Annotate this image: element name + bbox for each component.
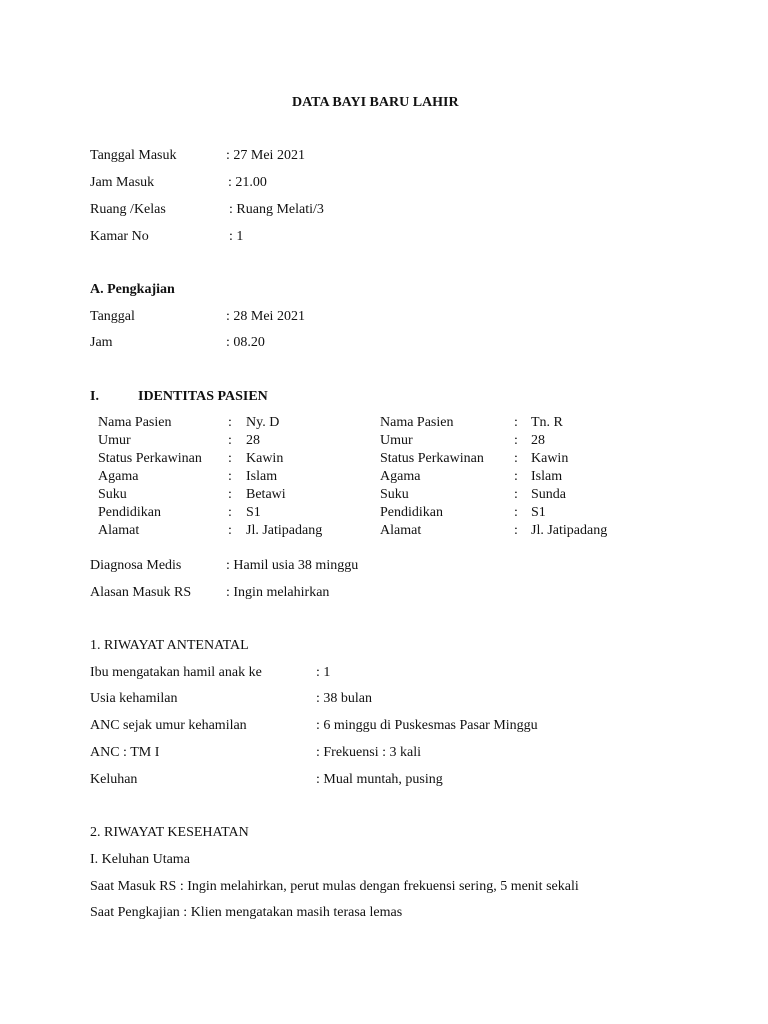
mother-marital-value: Kawin — [246, 451, 284, 466]
colon: : — [228, 469, 232, 484]
mother-age-label: Umur — [98, 433, 131, 448]
antenatal-heading: 1. RIWAYAT ANTENATAL — [90, 638, 249, 653]
admission-date-value: : 27 Mei 2021 — [226, 148, 305, 163]
antenatal-child-value: : 1 — [316, 665, 331, 680]
colon: : — [228, 487, 232, 502]
father-religion-value: Islam — [531, 469, 563, 484]
colon: : — [514, 469, 518, 484]
identity-heading: IDENTITAS PASIEN — [138, 389, 268, 404]
anc-start-value: : 6 minggu di Puskesmas Pasar Minggu — [316, 718, 538, 733]
diagnosis-label: Diagnosa Medis — [90, 558, 182, 573]
colon: : — [514, 415, 518, 430]
room-class-label: Ruang /Kelas — [90, 202, 166, 217]
colon: : — [228, 451, 232, 466]
anc-tm1-label: ANC : TM I — [90, 745, 160, 760]
colon: : — [228, 415, 232, 430]
colon: : — [228, 433, 232, 448]
identity-number: I. — [90, 389, 99, 404]
anc-tm1-value: : Frekuensi : 3 kali — [316, 745, 421, 760]
mother-religion-value: Islam — [246, 469, 278, 484]
page-title: DATA BAYI BARU LAHIR — [292, 95, 459, 110]
complaint-value: : Mual muntah, pusing — [316, 772, 443, 787]
father-ethnicity-value: Sunda — [531, 487, 566, 502]
colon: : — [228, 505, 232, 520]
mother-name-value: Ny. D — [246, 415, 280, 430]
room-number-value: : 1 — [229, 229, 244, 244]
colon: : — [514, 487, 518, 502]
father-age-label: Umur — [380, 433, 413, 448]
assessment-time-label: Jam — [90, 335, 113, 350]
room-number-label: Kamar No — [90, 229, 149, 244]
admission-time-value: : 21.00 — [228, 175, 267, 190]
father-name-label: Nama Pasien — [380, 415, 454, 430]
assessment-heading: A. Pengkajian — [90, 282, 175, 297]
gestational-age-value: : 38 bulan — [316, 691, 372, 706]
diagnosis-value: : Hamil usia 38 minggu — [226, 558, 359, 573]
father-age-value: 28 — [531, 433, 545, 448]
mother-name-label: Nama Pasien — [98, 415, 172, 430]
father-name-value: Tn. R — [531, 415, 563, 430]
assessment-date-label: Tanggal — [90, 309, 135, 324]
room-class-value: : Ruang Melati/3 — [229, 202, 324, 217]
admission-reason-value: : Ingin melahirkan — [226, 585, 330, 600]
mother-ethnicity-label: Suku — [98, 487, 127, 502]
complaint-label: Keluhan — [90, 772, 138, 787]
gestational-age-label: Usia kehamilan — [90, 691, 178, 706]
admission-complaint-line: Saat Masuk RS : Ingin melahirkan, perut mulas dengan frekuensi sering, 5 menit sekali — [90, 879, 579, 894]
admission-date-label: Tanggal Masuk — [90, 148, 177, 163]
father-marital-value: Kawin — [531, 451, 569, 466]
father-address-value: Jl. Jatipadang — [531, 523, 608, 538]
father-marital-label: Status Perkawinan — [380, 451, 484, 466]
antenatal-child-label: Ibu mengatakan hamil anak ke — [90, 665, 262, 680]
mother-marital-label: Status Perkawinan — [98, 451, 202, 466]
anc-start-label: ANC sejak umur kehamilan — [90, 718, 247, 733]
father-ethnicity-label: Suku — [380, 487, 409, 502]
colon: : — [228, 523, 232, 538]
colon: : — [514, 523, 518, 538]
assessment-time-value: : 08.20 — [226, 335, 265, 350]
colon: : — [514, 433, 518, 448]
mother-education-value: S1 — [246, 505, 261, 520]
mother-ethnicity-value: Betawi — [246, 487, 286, 502]
mother-address-value: Jl. Jatipadang — [246, 523, 323, 538]
health-heading: 2. RIWAYAT KESEHATAN — [90, 825, 249, 840]
father-education-value: S1 — [531, 505, 546, 520]
colon: : — [514, 451, 518, 466]
admission-time-label: Jam Masuk — [90, 175, 155, 190]
father-education-label: Pendidikan — [380, 505, 443, 520]
mother-age-value: 28 — [246, 433, 260, 448]
admission-reason-label: Alasan Masuk RS — [90, 585, 192, 600]
mother-address-label: Alamat — [98, 523, 140, 538]
father-address-label: Alamat — [380, 523, 422, 538]
main-complaint-subheading: I. Keluhan Utama — [90, 852, 190, 867]
mother-education-label: Pendidikan — [98, 505, 161, 520]
colon: : — [514, 505, 518, 520]
father-religion-label: Agama — [380, 469, 421, 484]
mother-religion-label: Agama — [98, 469, 139, 484]
assessment-complaint-line: Saat Pengkajian : Klien mengatakan masih terasa lemas — [90, 905, 403, 920]
assessment-date-value: : 28 Mei 2021 — [226, 309, 305, 324]
